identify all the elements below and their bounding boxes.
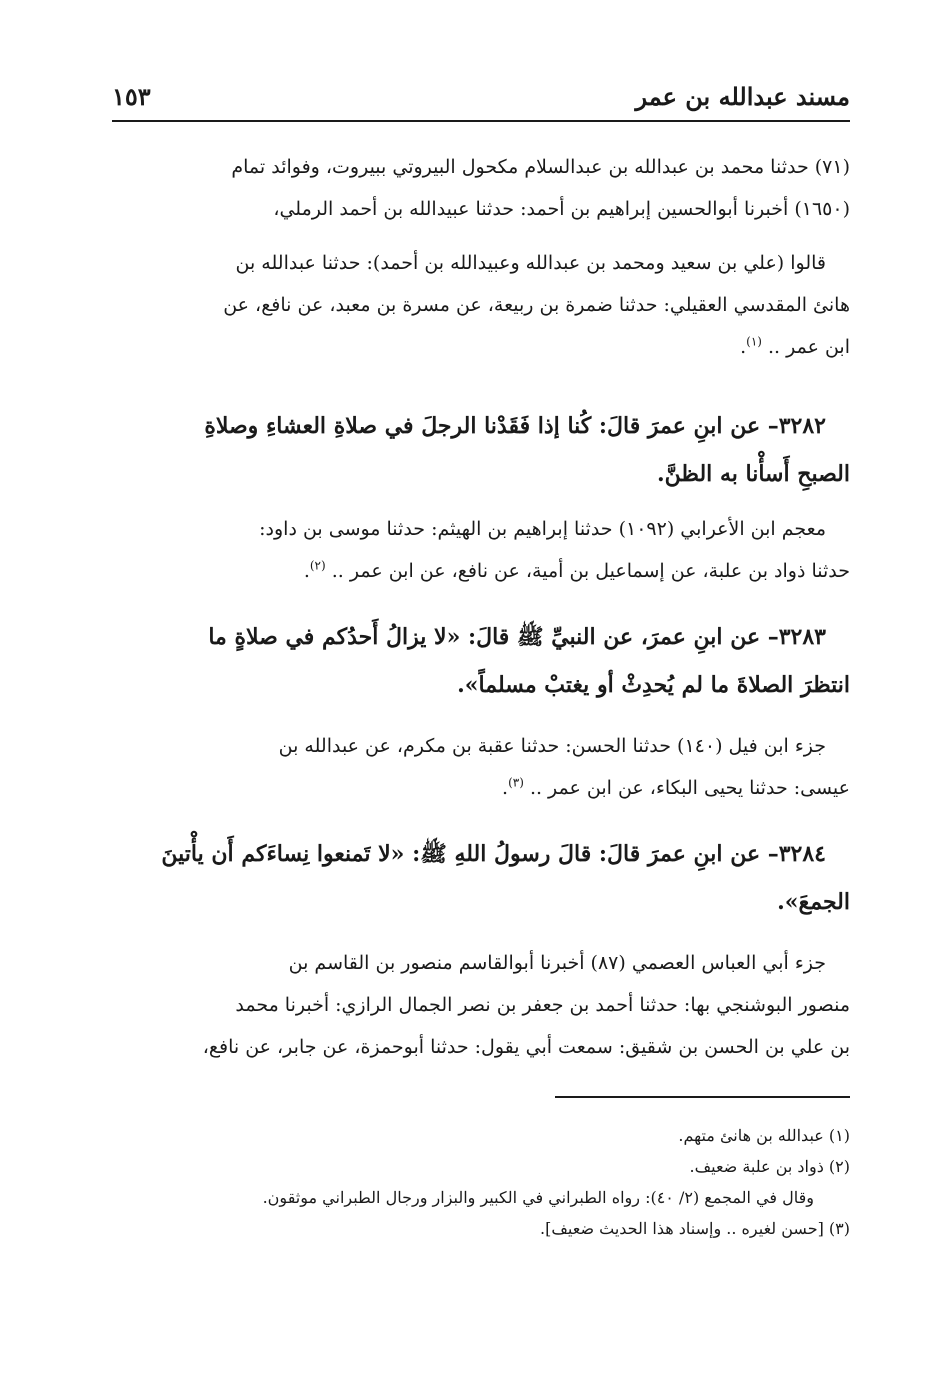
footnote-1: (١) عبدالله بن هانئ متهم. [678,1126,850,1145]
footnote-3: (٣) [حسن لغيره .. وإسناد هذا الحديث ضعيف]. [540,1219,850,1238]
hadith-3282 [95,402,850,498]
text-line: (١٦٥٠) أخبرنا أبوالحسين إبراهيم بن أحمد: حدثنا عبيدالله بن أحمد الرملي، [273,198,850,220]
hadith-line: الصبحِ أَسأْنا به الظنَّ. [657,461,850,487]
hadith-3284 [95,830,850,926]
footnotes [95,1120,850,1244]
footnote-2: (٢) ذواد بن علبة ضعيف. [689,1157,850,1176]
footnote-ref-1: (١) [746,334,762,349]
text-line: معجم ابن الأعرابي (١٠٩٢) حدثنا إبراهيم بن الهيثم: حدثنا موسى بن داود: [259,518,826,540]
source-block-71 [95,146,850,230]
footnote-rule [555,1096,850,1098]
hadith-line: ٣٢٨٣– عن ابنِ عمرَ، عن النبيِّ ﷺ قالَ: «لا يزالُ أَحدُكم في صلاةٍ ما [208,624,826,650]
text-line: حدثنا ذواد بن علبة، عن إسماعيل بن أمية، عن نافع، عن ابن عمر .. $^{(٢)}$. [303,558,850,582]
text-span: ابن عمر .. [768,336,850,358]
footnote-ref-3: (٣) [508,775,524,790]
source-3282 [95,508,850,592]
text-line: هانئ المقدسي العقيلي: حدثنا ضمرة بن ربيعة، عن مسرة بن معبد، عن نافع، عن [223,294,850,316]
hadith-line: الجمعَ». [777,889,850,915]
source-block-narrators [95,242,850,368]
text-line: جزء ابن فيل (١٤٠) حدثنا الحسن: حدثنا عقبة بن مكرم، عن عبدالله بن [278,735,826,757]
running-title: مسند عبدالله بن عمر [635,82,850,111]
source-3283 [95,725,850,809]
footnote-ref-2: (٢) [309,558,326,573]
text-line: جزء أبي العباس العصمي (٨٧) أخبرنا أبوالقاسم منصور بن القاسم بن [288,952,826,974]
header-rule [112,120,850,122]
hadith-line: ٣٢٨٤– عن ابنِ عمرَ قالَ: قالَ رسولُ اللهِ ﷺ: «لا تَمنعوا نِساءَكم أَن يأْتينَ [161,841,826,867]
text-line: (٧١) حدثنا محمد بن عبدالله بن عبدالسلام مكحول البيروتي ببيروت، وفوائد تمام [231,156,850,178]
text-line: بن علي بن الحسن بن شقيق: سمعت أبي يقول: حدثنا أبوحمزة، عن جابر، عن نافع، [202,1036,850,1058]
text-line: قالوا (علي بن سعيد ومحمد بن عبدالله وعبيدالله بن أحمد): حدثنا عبدالله بن [235,252,826,274]
text-line: ابن عمر .. $^{(١)}$. [740,334,850,358]
source-3284 [95,942,850,1068]
text-span: حدثنا ذواد بن علبة، عن إسماعيل بن أمية، عن نافع، عن ابن عمر .. [331,560,850,582]
hadith-3283 [95,613,850,709]
page-number: ١٥٣ [112,82,151,111]
text-line: عيسى: حدثنا يحيى البكاء، عن ابن عمر .. $^{(٣)}$. [502,775,850,799]
footnote-2-continuation: وقال في المجمع (٢/ ٤٠): رواه الطبراني في الكبير والبزار ورجال الطبراني موثقون. [262,1188,814,1207]
running-header [112,82,850,118]
text-span: عيسى: حدثنا يحيى البكاء، عن ابن عمر .. [529,777,850,799]
text-line: منصور البوشنجي بها: حدثنا أحمد بن جعفر بن نصر الجمال الرازي: أخبرنا محمد [235,994,850,1016]
hadith-line: ٣٢٨٢– عن ابنِ عمرَ قالَ: كُنا إذا فَقَدْنا الرجلَ في صلاةِ العشاءِ وصلاةِ [204,413,826,439]
hadith-line: انتظرَ الصلاةَ ما لم يُحدِثْ أو يغتبْ مسلماً». [457,672,850,698]
